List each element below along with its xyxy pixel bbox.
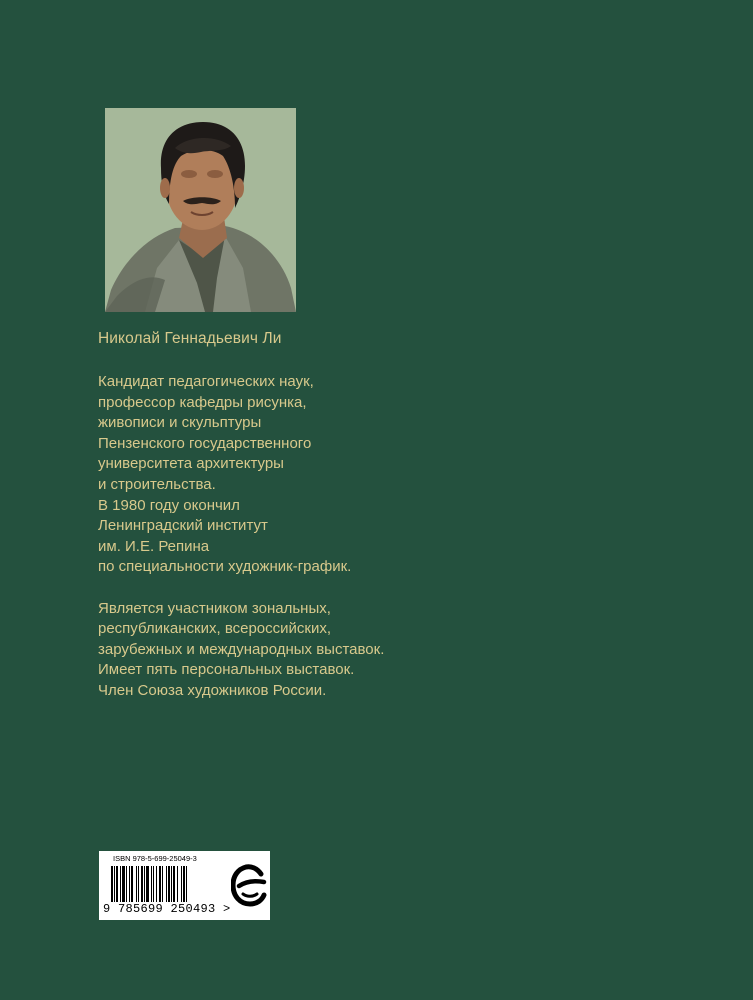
bio-line: университета архитектуры [98,455,284,473]
bio-line: республиканских, всероссийских, [98,620,332,638]
barcode-bar [126,866,127,902]
eksmo-logo-icon [231,864,267,908]
bio-line: профессор кафедры рисунка, [98,393,307,411]
author-name: Николай Геннадьевич Ли [98,330,282,347]
isbn-barcode [99,851,270,920]
bio-line: Является участником зональных, [98,599,331,617]
bio-line: и строительства. [98,475,216,493]
barcode-bar [156,866,157,902]
barcode-bars [111,866,211,902]
bio-line: Ленинградский институт [98,517,268,535]
barcode-bar [122,866,125,902]
barcode-bar [144,866,145,902]
barcode-bar [171,866,172,902]
bio-line: живописи и скульптуры [98,414,262,432]
barcode-bar [116,866,118,902]
author-portrait-icon [105,108,296,312]
barcode-bar [131,866,133,902]
barcode-bar [111,866,113,902]
bio-line: им. И.Е. Репина [98,537,210,555]
barcode-bar [183,866,185,902]
barcode-bar [166,866,167,902]
barcode-bar [136,866,137,902]
barcode-bar [181,866,182,902]
author-photo [105,108,296,312]
barcode-bar [151,866,152,902]
barcode-bar [153,866,154,902]
barcode-bar [114,866,115,902]
barcode-bar [162,866,163,902]
barcode-bar [159,866,161,902]
bio-line: Член Союза художников России. [98,681,327,699]
barcode-bar [141,866,143,902]
bio-line: зарубежных и международных выставок. [98,640,385,658]
isbn-label: ISBN 978-5-699-25049-3 [113,854,197,863]
author-bio [98,372,458,722]
bio-line: Кандидат педагогических наук, [98,373,314,390]
bio-paragraph-2 [98,599,458,702]
barcode-bar [186,866,187,902]
barcode-bar [138,866,139,902]
barcode-bar [120,866,121,902]
ean-digits: 9 785699 250493 > [103,902,231,916]
bio-line: Имеет пять персональных выставок. [98,661,355,679]
barcode-bar [168,866,170,902]
bio-line: В 1980 году окончил [98,496,240,514]
barcode-bar [129,866,130,902]
bio-line: по специальности художник-график. [98,558,352,576]
barcode-bar [146,866,149,902]
barcode-bar [177,866,178,902]
bio-paragraph-1 [98,372,458,578]
barcode-bar [173,866,175,902]
bio-line: Пензенского государственного [98,434,312,452]
